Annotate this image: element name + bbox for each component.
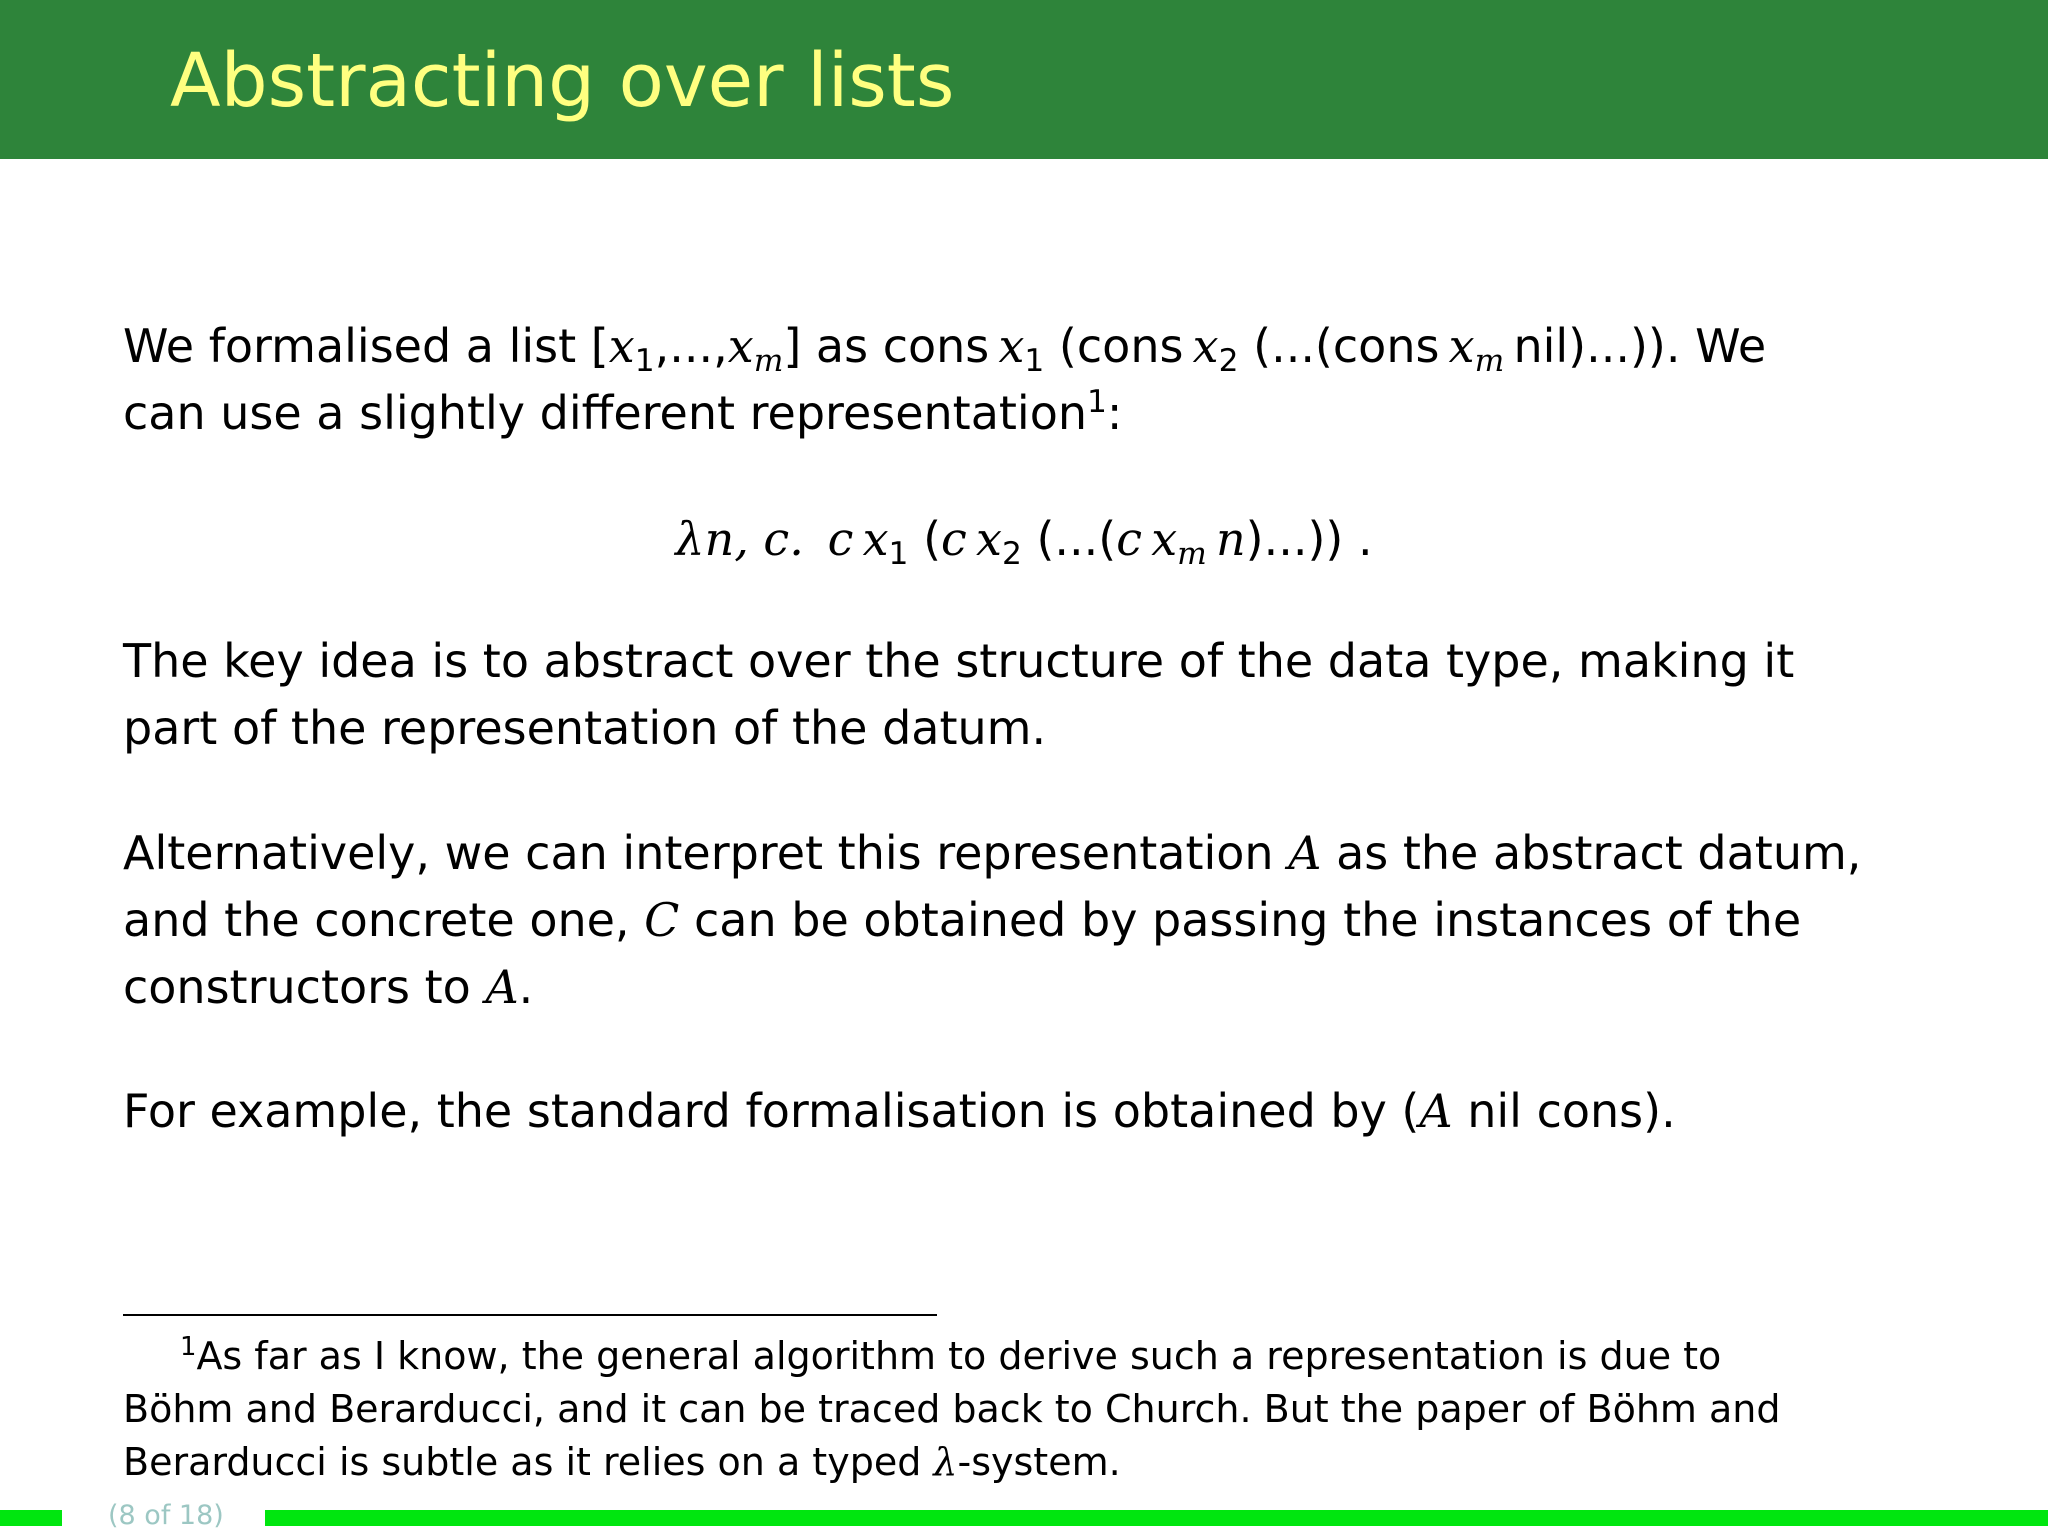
math-C: C [644, 893, 680, 947]
cons-keyword: cons [882, 319, 990, 373]
paren-dots-close: )...)). [1568, 319, 1681, 373]
footnote-rule [123, 1314, 937, 1316]
text: and the concrete one, [123, 893, 645, 947]
display-equation [0, 506, 2048, 573]
bracket: ] [783, 319, 802, 373]
text: ). [1643, 1084, 1676, 1138]
paragraph-3-line-1 [123, 820, 1923, 887]
nil-keyword: nil [1513, 319, 1569, 373]
paragraph-2-line-1: The key idea is to abstract over the structure of the data type, making it [123, 634, 1795, 688]
paragraph-2-line-2: part of the representation of the datum. [123, 701, 1047, 755]
math-c: c [941, 512, 967, 566]
footnote-mark: 1 [180, 1331, 197, 1362]
math-A: A [1419, 1084, 1453, 1138]
period: . [1343, 512, 1373, 566]
cons-keyword: cons [1521, 1084, 1644, 1138]
math-lambda: λ [933, 1440, 958, 1484]
paragraph-1-line-1 [123, 313, 1923, 380]
cons-keyword: cons [1076, 319, 1184, 373]
paragraph-4 [123, 1078, 1923, 1145]
progress-bar-left [0, 1510, 62, 1526]
cons-keyword: cons [1332, 319, 1440, 373]
math-xm: $x_m$ [727, 319, 784, 379]
math-xm: $x_m$ [1151, 512, 1207, 572]
slide-title: Abstracting over lists [170, 38, 955, 124]
math-x1: $x_1$ [998, 319, 1045, 379]
math-c: c [827, 512, 854, 566]
math-x1: $x_1$ [862, 512, 909, 572]
text: constructors to [123, 960, 486, 1014]
math-xm: $x_m$ [1448, 319, 1505, 379]
slide-header [0, 0, 2048, 159]
text: : [1106, 386, 1123, 440]
footnote-line-3 [123, 1436, 1923, 1489]
text: For example, the standard formalisation is obtained by ( [123, 1084, 1420, 1138]
text: Alternatively, we can interpret this representation [123, 826, 1289, 880]
paragraph-1-line-2 [123, 380, 1923, 447]
text: -system. [957, 1440, 1121, 1484]
math-x2: $x_2$ [1192, 319, 1239, 379]
footnote-line-2: Böhm and Berarducci, and it can be traced back to Church. But the paper of Böhm and [123, 1387, 1781, 1431]
paren-dots-close: )...)) [1245, 512, 1344, 566]
math-x1: $x_1$ [608, 319, 655, 379]
paren: ( [908, 512, 942, 566]
paragraph-3-line-2 [123, 887, 1923, 954]
footnote-line-1 [180, 1330, 1980, 1383]
paren: ( [1044, 319, 1077, 373]
text: can use a slightly different representation [123, 386, 1088, 440]
footnote-mark: 1 [1087, 383, 1107, 420]
progress-bar-right [265, 1510, 2048, 1526]
math-c: c [1116, 512, 1142, 566]
math-lambda: λn, c. [675, 512, 804, 566]
paragraph-3-line-3 [123, 954, 1923, 1021]
page-indicator: (8 of 18) [108, 1500, 224, 1531]
math-A: A [485, 960, 519, 1014]
text: Berarducci is subtle as it relies on a typed [123, 1440, 934, 1484]
math-n: n [1215, 512, 1246, 566]
text: We [1680, 319, 1767, 373]
math-A: A [1288, 826, 1322, 880]
text: as [801, 319, 883, 373]
paren-dots: (...( [1021, 512, 1117, 566]
text: as the abstract datum, [1321, 826, 1862, 880]
math-x2: $x_2$ [975, 512, 1022, 572]
separator: ,..., [654, 319, 728, 373]
text: We formalised a list [123, 319, 591, 373]
nil-keyword: nil [1452, 1084, 1522, 1138]
paren-dots: (...( [1238, 319, 1333, 373]
text: can be obtained by passing the instances of the [679, 893, 1802, 947]
text: . [518, 960, 534, 1014]
text: As far as I know, the general algorithm to derive such a representation is due to [196, 1334, 1722, 1378]
bracket: [ [590, 319, 609, 373]
